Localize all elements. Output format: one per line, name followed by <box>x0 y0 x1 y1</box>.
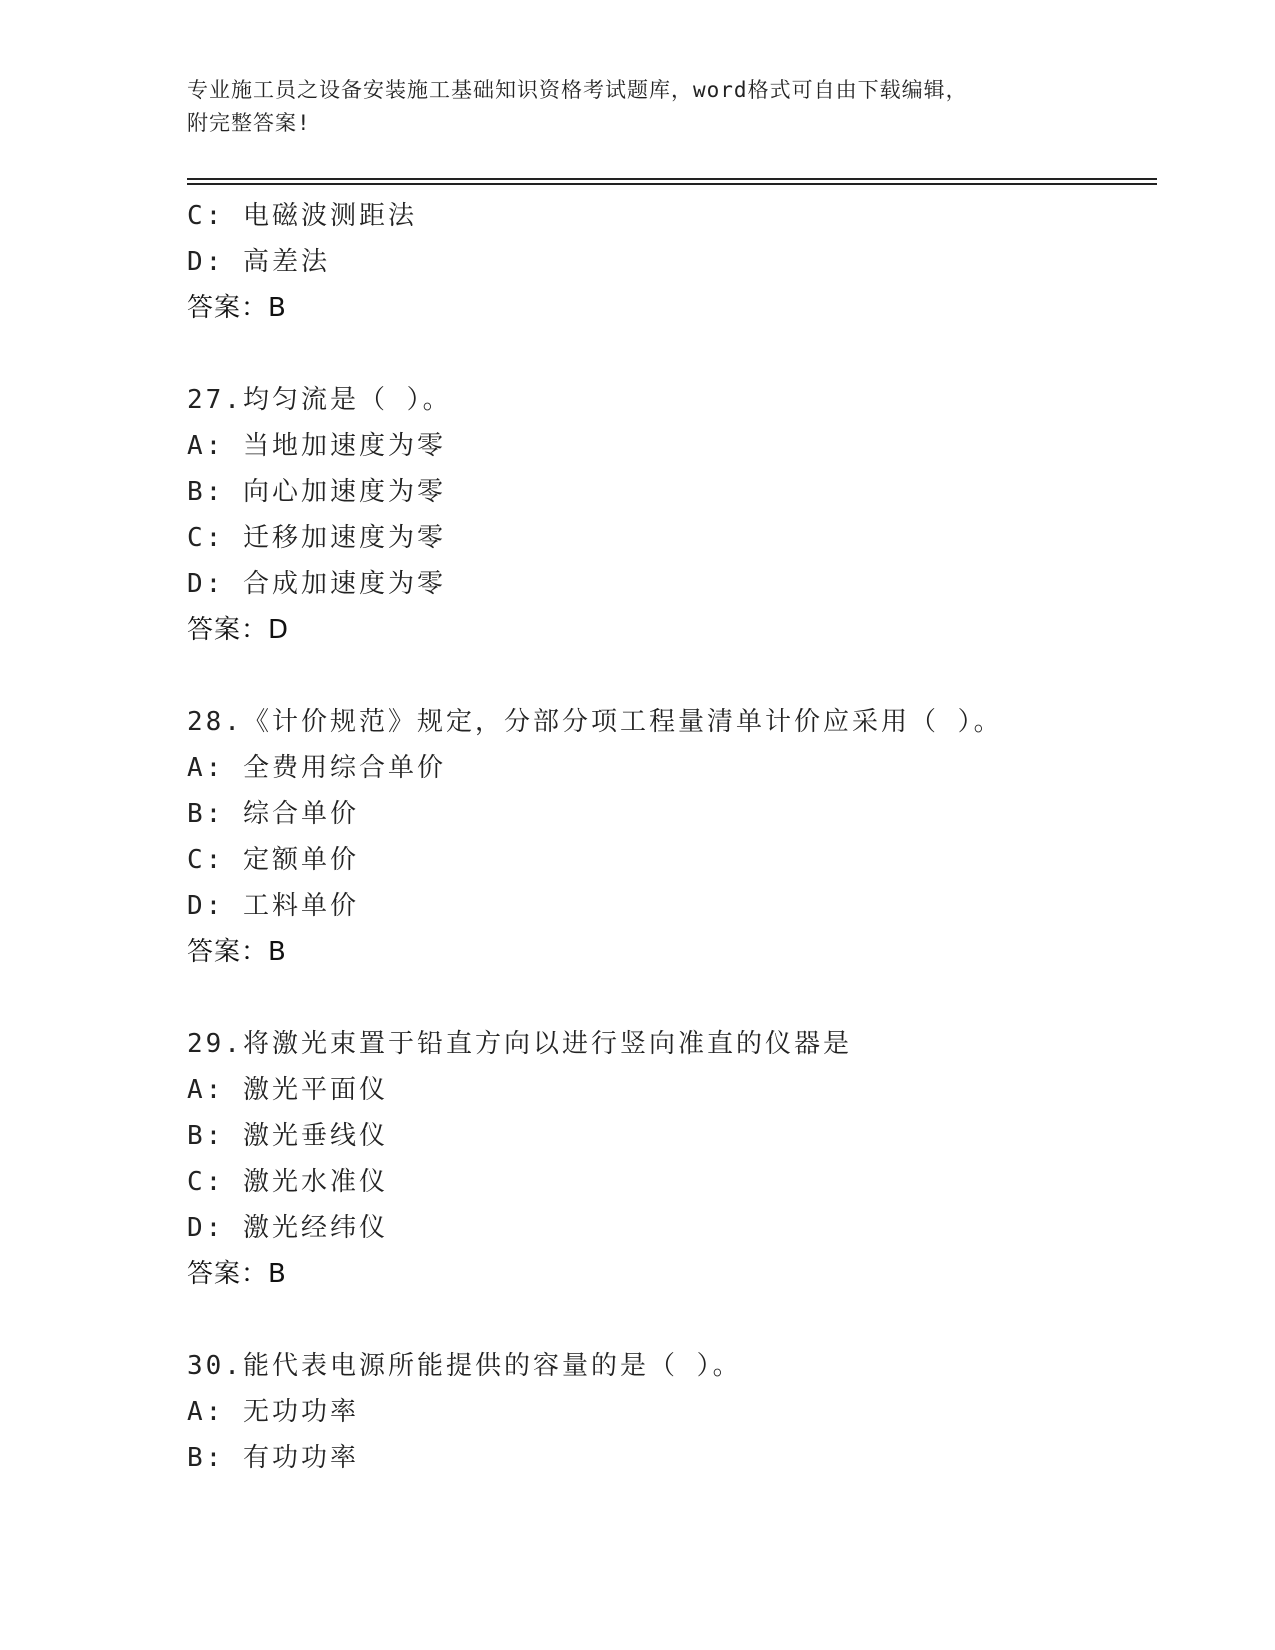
header-line-1: 专业施工员之设备安装施工基础知识资格考试题库，word格式可自由下载编辑， <box>187 78 968 102</box>
question-block-27 <box>187 377 1157 699</box>
question-block-28 <box>187 699 1157 1021</box>
option-c: C: 激光水准仪 <box>187 1167 388 1197</box>
option-d: D: 高差法 <box>187 247 330 277</box>
document-header <box>187 74 1067 140</box>
answer-line: 答案：D <box>187 615 290 645</box>
answer-line: 答案：B <box>187 1259 287 1289</box>
option-d: D: 工料单价 <box>187 891 359 921</box>
header-divider-bottom <box>187 183 1157 185</box>
question-text: 28.《计价规范》规定，分部分项工程量清单计价应采用（ ）。 <box>187 707 1003 737</box>
question-block-30 <box>187 1343 1157 1481</box>
question-text: 27.均匀流是（ ）。 <box>187 385 452 415</box>
question-list <box>187 193 1157 1481</box>
option-a: A: 全费用综合单价 <box>187 753 446 783</box>
option-a: A: 当地加速度为零 <box>187 431 446 461</box>
option-b: B: 向心加速度为零 <box>187 477 446 507</box>
option-a: A: 无功功率 <box>187 1397 359 1427</box>
option-b: B: 综合单价 <box>187 799 359 829</box>
answer-line: 答案：B <box>187 293 287 323</box>
question-text: 29.将激光束置于铅直方向以进行竖向准直的仪器是 <box>187 1029 852 1059</box>
header-line-2: 附完整答案! <box>187 111 311 135</box>
option-c: C: 电磁波测距法 <box>187 201 417 231</box>
block-spacer <box>187 1297 1157 1343</box>
question-text: 30.能代表电源所能提供的容量的是（ ）。 <box>187 1351 742 1381</box>
block-spacer <box>187 975 1157 1021</box>
answer-line: 答案：B <box>187 937 287 967</box>
question-block-26 <box>187 193 1157 377</box>
option-a: A: 激光平面仪 <box>187 1075 388 1105</box>
block-spacer <box>187 331 1157 377</box>
option-d: D: 合成加速度为零 <box>187 569 446 599</box>
question-block-29 <box>187 1021 1157 1343</box>
block-spacer <box>187 653 1157 699</box>
option-c: C: 迁移加速度为零 <box>187 523 446 553</box>
header-divider-top <box>187 178 1157 180</box>
option-b: B: 有功功率 <box>187 1443 359 1473</box>
option-d: D: 激光经纬仪 <box>187 1213 388 1243</box>
option-c: C: 定额单价 <box>187 845 359 875</box>
option-b: B: 激光垂线仪 <box>187 1121 388 1151</box>
